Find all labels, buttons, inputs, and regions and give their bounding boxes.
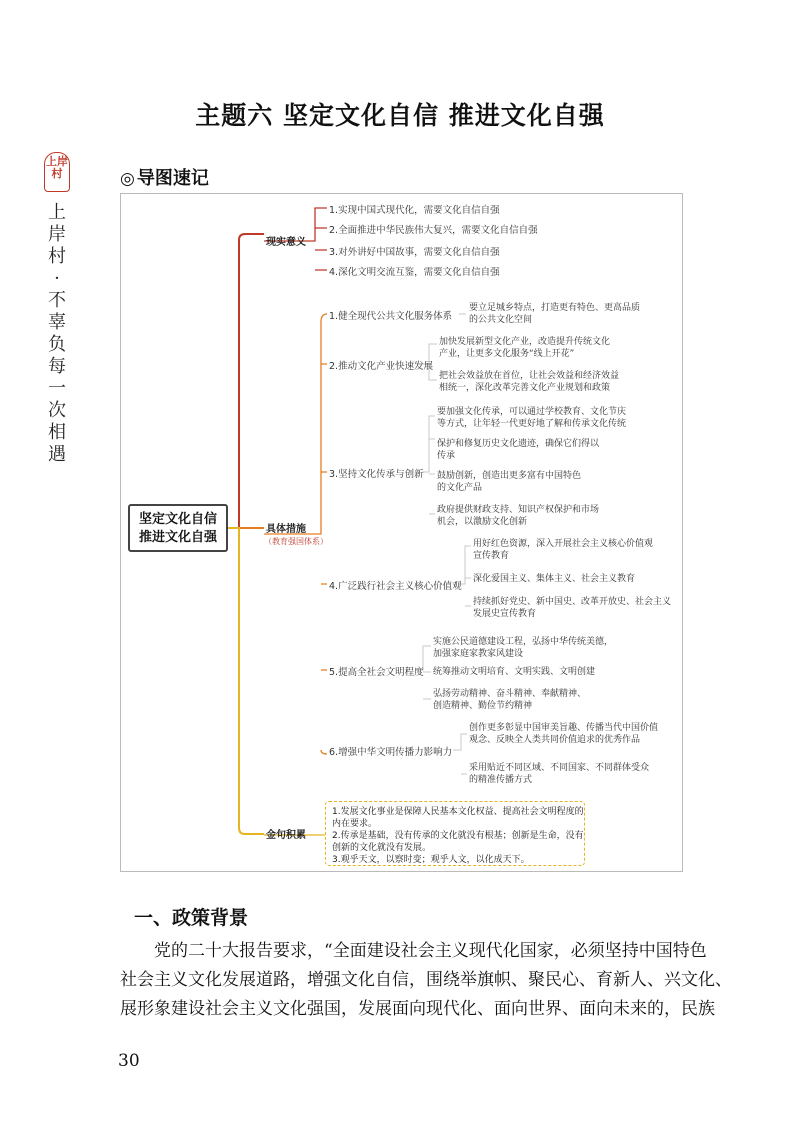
slogan-char: · bbox=[54, 268, 60, 289]
section-heading: 一、政策背景 bbox=[134, 907, 249, 929]
body-paragraph bbox=[120, 937, 732, 1024]
target-icon: ◎ bbox=[120, 169, 135, 189]
slogan-char: 辜 bbox=[48, 312, 66, 333]
slogan-char: 负 bbox=[48, 334, 66, 355]
slogan-char: 上 bbox=[48, 202, 66, 223]
body-line: 社会主义文化发展道路，增强文化自信，围绕举旗帜、聚民心、育新人、兴文化、 bbox=[120, 970, 732, 990]
mind-map bbox=[120, 193, 683, 872]
side-slogan bbox=[42, 202, 72, 466]
body-line: 党的二十大报告要求，“全面建设社会主义现代化国家，必须坚持中国特色 bbox=[154, 941, 707, 961]
body-line: 展形象建设社会主义文化强国，发展面向现代化、面向世界、面向未来的，民族 bbox=[120, 999, 715, 1019]
quote-line: 1.发展文化事业是保障人民基本文化权益、提高社会文明程度的 bbox=[332, 807, 584, 817]
root-line: 推进文化自强 bbox=[138, 530, 217, 545]
slogan-char: 相 bbox=[48, 422, 66, 443]
measure-leaf: 要立足城乡特点，打造更有特色、更高品质 的公共文化空间 bbox=[469, 303, 641, 325]
branch1-item: 1.实现中国式现代化，需要文化自信自强 bbox=[329, 205, 500, 216]
quote-line: 2.传承是基础，没有传承的文化就没有根基；创新是生命，没有 bbox=[332, 831, 584, 841]
measure-label: 1.健全现代公共文化服务体系 bbox=[329, 311, 453, 322]
mind-map-root bbox=[128, 504, 228, 552]
slogan-char: 遇 bbox=[48, 444, 66, 465]
branch-sublabel: （教育强国体系） bbox=[264, 537, 328, 546]
measure-leaf: 保护和修复历史文化遗迹，确保它们得以 传承 bbox=[437, 439, 600, 461]
quote-line: 创新的文化就没有发展。 bbox=[332, 843, 432, 853]
measure-leaf: 弘扬劳动精神、奋斗精神、奉献精神、 创造精神、勤俭节约精神 bbox=[433, 689, 587, 711]
slogan-char: 次 bbox=[48, 400, 66, 421]
trunk-branch3 bbox=[228, 528, 264, 834]
measure-leaf: 深化爱国主义、集体主义、社会主义教育 bbox=[473, 574, 636, 584]
measure-label: 2.推动文化产业快速发展 bbox=[329, 361, 434, 372]
page-title: 主题六 坚定文化自信 推进文化自强 bbox=[195, 101, 605, 130]
measure-leaf: 实施公民道德建设工程，弘扬中华传统美德， 加强家庭家教家风建设 bbox=[433, 637, 614, 659]
section-label bbox=[120, 164, 209, 190]
measure-leaf: 统筹推动文明培育、文明实践、文明创建 bbox=[433, 667, 596, 677]
slogan-char: 每 bbox=[48, 356, 66, 377]
measure-leaf: 把社会效益放在首位，让社会效益和经济效益 相统一，深化改革完善文化产业规划和政策 bbox=[439, 371, 620, 393]
bracket-branch2 bbox=[303, 314, 327, 754]
branch1-item: 2.全面推进中华民族伟大复兴，需要文化自信自强 bbox=[329, 225, 538, 236]
measure-leaf: 要加强文化传承，可以通过学校教育、文化节庆 等方式，让年轻一代更好地了解和传承文化传统 bbox=[437, 407, 627, 429]
measure-label: 5.提高全社会文明程度 bbox=[329, 667, 424, 678]
measure-label: 6.增强中华文明传播力影响力 bbox=[329, 747, 453, 758]
trunk-branch1 bbox=[228, 234, 264, 528]
branch-label: 现实意义 bbox=[266, 237, 306, 248]
measure-leaf: 鼓励创新，创造出更多富有中国特色 的文化产品 bbox=[437, 471, 582, 493]
brand-logo: 上岸村 bbox=[44, 152, 70, 192]
measure-leaf: 政府提供财政支持、知识产权保护和市场 机会，以激励文化创新 bbox=[437, 505, 600, 527]
quotes-box bbox=[325, 801, 585, 866]
slogan-char: 村 bbox=[48, 246, 66, 267]
branch-label: 金句积累 bbox=[266, 830, 306, 841]
slogan-char: 岸 bbox=[48, 224, 66, 245]
measure-leaf: 采用贴近不同区域、不同国家、不同群体受众 的精准传播方式 bbox=[469, 763, 650, 785]
measure-label: 4.广泛践行社会主义核心价值观 bbox=[329, 581, 462, 592]
measure-leaf: 持续抓好党史、新中国史、改革开放史、社会主义 发展史宣传教育 bbox=[473, 597, 672, 619]
section-label-text: 导图速记 bbox=[136, 168, 209, 189]
branch-label: 具体措施 bbox=[266, 524, 306, 535]
root-line: 坚定文化自信 bbox=[138, 512, 217, 527]
branch1-item: 4.深化文明交流互鉴，需要文化自信自强 bbox=[329, 267, 500, 278]
branch1-item: 3.对外讲好中国故事，需要文化自信自强 bbox=[329, 247, 500, 258]
measure-leaf: 创作更多彰显中国审美旨趣、传播当代中国价值 观念、反映全人类共同价值追求的优秀作品 bbox=[469, 723, 659, 745]
quote-line: 3.观乎天文，以察时变；观乎人文，以化成天下。 bbox=[332, 855, 530, 865]
measure-leaf: 用好红色资源，深入开展社会主义核心价值观 宣传教育 bbox=[473, 539, 654, 561]
measure-leaf: 加快发展新型文化产业，改造提升传统文化 产业，让更多文化服务“线上开花” bbox=[439, 337, 611, 359]
measure-label: 3.坚持文化传承与创新 bbox=[329, 469, 424, 480]
slogan-char: 一 bbox=[48, 378, 66, 399]
quote-line: 内在要求。 bbox=[332, 819, 378, 829]
slogan-char: 不 bbox=[48, 290, 66, 311]
page-number: 30 bbox=[118, 1051, 140, 1071]
